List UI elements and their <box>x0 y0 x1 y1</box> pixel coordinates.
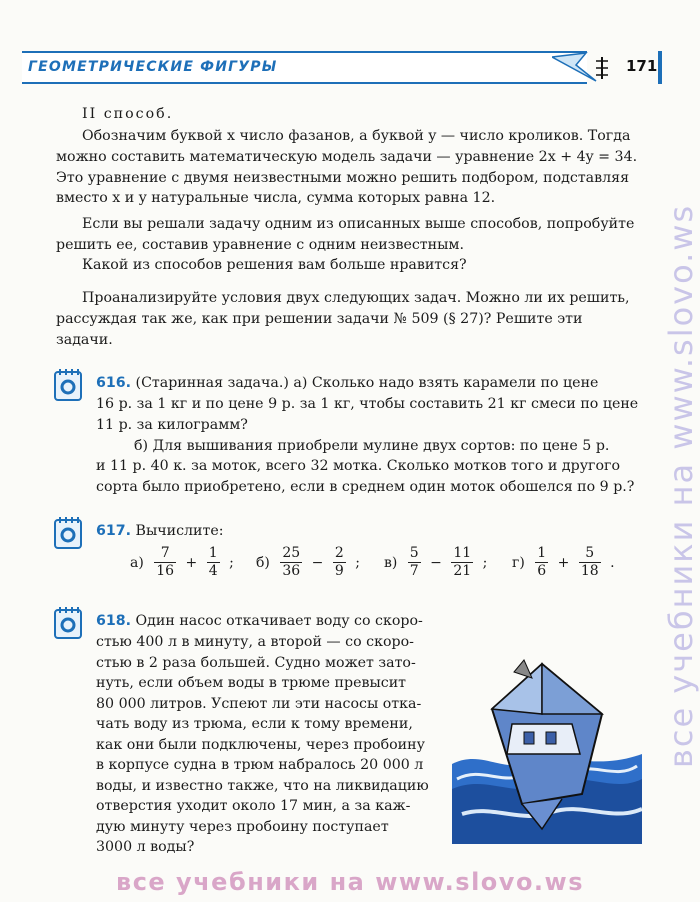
problem-617: 617. Вычислите: <box>96 523 224 539</box>
expression-a: а) $\frac{7}{16}$ + $\frac{1}{4}$ ; <box>130 545 234 579</box>
problem-618: 618. Один насос откачивает воду со скоро- <box>96 613 423 629</box>
chapter-title: ГЕОМЕТРИЧЕСКИЕ ФИГУРЫ <box>28 59 278 75</box>
expression-b: б) $\frac{25}{36}$ − $\frac{2}{9}$ ; <box>256 545 360 579</box>
intro-paragraph-2: Если вы решали задачу одним из описанных выше способов, попробуйте <box>82 216 635 232</box>
page-number: 171 <box>626 57 658 75</box>
notebook-icon <box>52 368 84 402</box>
problem-616-part-b: б) Для вышивания приобрели мулине двух сортов: по цене 5 р. <box>134 438 610 454</box>
problem-616-body: 16 р. за 1 кг и по цене 9 р. за 1 кг, чтобы составить 21 кг смеси по цене 11 р. за килограмм? <box>96 396 639 433</box>
notebook-icon <box>52 606 84 640</box>
problem-618-number: 618. <box>96 613 132 629</box>
problem-616-number: 616. <box>96 375 132 391</box>
intro-paragraph-4: Проанализируйте условия двух следующих задач. Можно ли их решить, <box>82 290 630 306</box>
problem-616: 616. (Старинная задача.) а) Сколько надо взять карамели по цене <box>96 375 599 391</box>
intro-paragraph-2-cont: решить ее, составив уравнение с одним неизвестным. <box>56 237 464 253</box>
method-label: II способ. <box>82 106 174 122</box>
problem-617-number: 617. <box>96 523 132 539</box>
page-spine <box>658 51 662 84</box>
sinking-ship-illustration <box>452 654 642 844</box>
problem-616-part-b-cont: и 11 р. 40 к. за моток, всего 32 мотка. Сколько мотков того и другого сорта было приобретено, если в среднем один моток обошелся по 9 р.? <box>96 458 635 495</box>
problem-618-body: стью 400 л в минуту, а второй — со скоро- стью в 2 раза большей. Судно может зато- нуть, если объем воды в трюме превысит 80 000 литров. Успеют ли эти насосы отка- чать воду из трюма, если к тому времени, как они были подключены, через пробоину в корпусе судна в трюм набралось 20 000 л воды, и известно также, что на ликвидацию отверстия уходит около 17 мин, а за каж- дую минуту через пробоину поступает 3000 л воды? <box>96 634 429 855</box>
notebook-icon <box>52 516 84 550</box>
expression-d: г) $\frac{1}{6}$ + $\frac{5}{18}$ . <box>512 545 615 579</box>
pointer-arrow-icon <box>552 51 612 84</box>
side-watermark: все учебники на www.slovo.ws <box>662 203 700 768</box>
bottom-watermark: все учебники на www.slovo.ws <box>116 868 584 896</box>
chapter-header <box>22 51 658 84</box>
intro-paragraph-1: Обозначим буквой x число фазанов, а буквой y — число кроликов. Тогда <box>82 128 631 144</box>
expression-c: в) $\frac{5}{7}$ − $\frac{11}{21}$ ; <box>384 545 488 579</box>
intro-paragraph-3: Какой из способов решения вам больше нравится? <box>82 257 467 273</box>
intro-paragraph-4-cont: рассуждая так же, как при решении задачи № 509 (§ 27)? Решите эти задачи. <box>56 311 583 348</box>
intro-paragraph-1-cont: можно составить математическую модель задачи — уравнение 2x + 4y = 34. Это уравнение с двумя неизвестными можно решить подбором, подставляя вместо x и y натуральные числа, сумма которых равна 12. <box>56 149 638 206</box>
